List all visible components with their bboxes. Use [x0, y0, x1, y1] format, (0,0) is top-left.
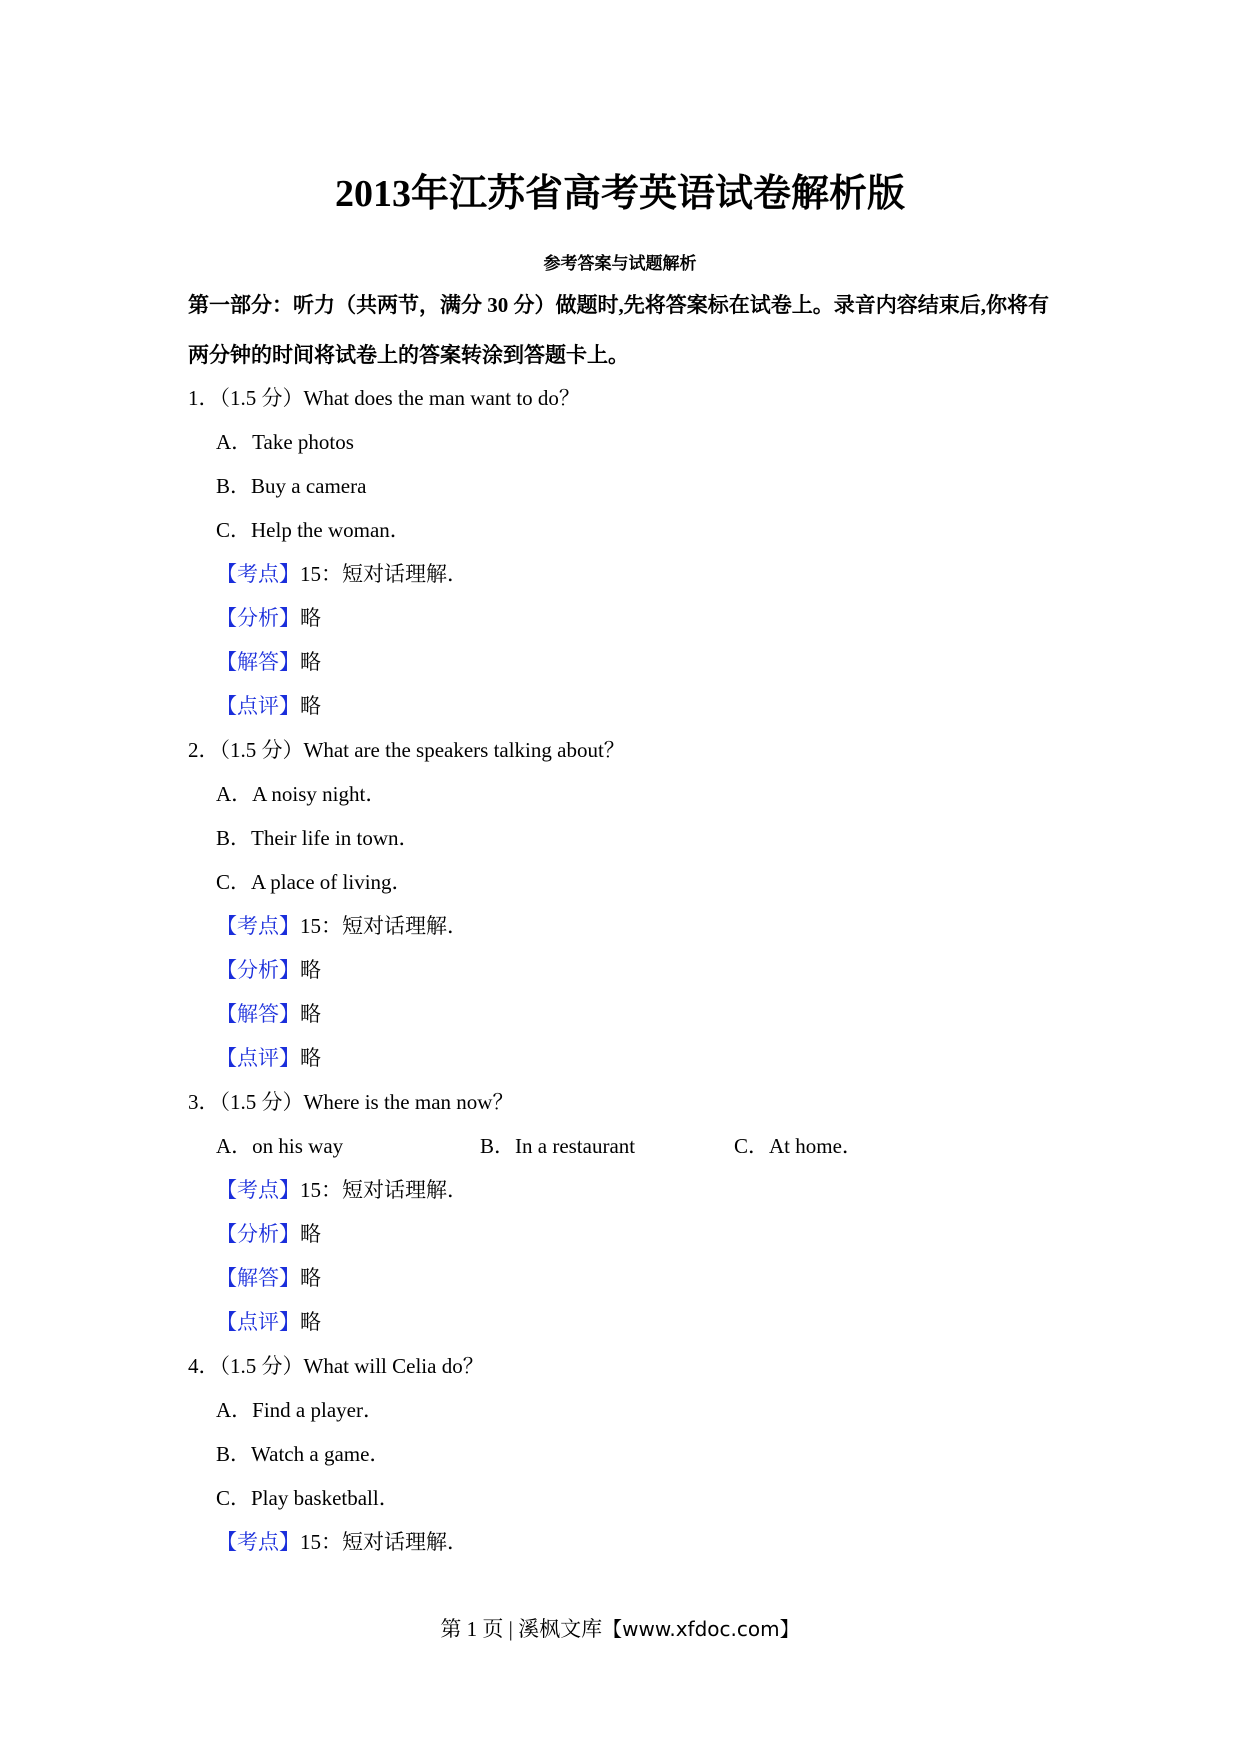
- jieda-text: 略: [300, 650, 321, 674]
- jieda-label: 【解答】: [216, 650, 300, 674]
- fenxi-label: 【分析】: [216, 958, 300, 982]
- section-heading: 第一部分：听力（共两节，满分 30 分）做题时,先将答案标在试卷上。录音内容结束后,你将有两分钟的时间将试卷上的答案转涂到答题卡上。: [188, 293, 1049, 367]
- kaodian-label: 【考点】: [216, 562, 300, 586]
- options-row: [188, 1124, 1068, 1168]
- kaodian-text: 15：短对话理解．: [300, 1178, 468, 1202]
- dianping-label: 【点评】: [216, 1310, 300, 1334]
- option-a: A．Take photos: [216, 430, 354, 454]
- jieda-text: 略: [300, 1266, 321, 1290]
- fenxi-label: 【分析】: [216, 606, 300, 630]
- jieda-row: [188, 992, 1068, 1036]
- dianping-text: 略: [300, 1046, 321, 1070]
- option-b: B．Watch a game．: [216, 1442, 391, 1466]
- footer-site-text: 【www.xfdoc.com】: [602, 1617, 800, 1641]
- fenxi-text: 略: [300, 1222, 321, 1246]
- kaodian-row: [188, 1168, 1068, 1212]
- dianping-row: [188, 684, 1068, 728]
- jieda-row: [188, 640, 1068, 684]
- kaodian-text: 15：短对话理解．: [300, 914, 468, 938]
- page-title: 2013年江苏省高考英语试卷解析版: [334, 173, 905, 215]
- jieda-text: 略: [300, 1002, 321, 1026]
- option-b: B．Buy a camera: [216, 474, 367, 498]
- dianping-text: 略: [300, 694, 321, 718]
- kaodian-row: [188, 904, 1068, 948]
- fenxi-row: [188, 596, 1068, 640]
- question-stem: 4．（1.5 分）What will Celia do？: [188, 1354, 484, 1378]
- fenxi-row: [188, 1212, 1068, 1256]
- question-stem: 3．（1.5 分）Where is the man now？: [188, 1090, 514, 1114]
- dianping-label: 【点评】: [216, 694, 300, 718]
- dianping-text: 略: [300, 1310, 321, 1334]
- dianping-label: 【点评】: [216, 1046, 300, 1070]
- option-b: B．In a restaurant: [480, 1134, 636, 1158]
- jieda-label: 【解答】: [216, 1002, 300, 1026]
- fenxi-label: 【分析】: [216, 1222, 300, 1246]
- option-a: A．A noisy night．: [216, 782, 387, 806]
- jieda-label: 【解答】: [216, 1266, 300, 1290]
- question-stem: 2．（1.5 分）What are the speakers talking about？: [188, 738, 625, 762]
- kaodian-label: 【考点】: [216, 1178, 300, 1202]
- kaodian-label: 【考点】: [216, 914, 300, 938]
- fenxi-row: [188, 948, 1068, 992]
- option-a: A．Find a player．: [216, 1398, 384, 1422]
- jieda-row: [188, 1256, 1068, 1300]
- option-b: B．Their life in town．: [216, 826, 420, 850]
- dianping-row: [188, 1300, 1068, 1344]
- question-stem: 1．（1.5 分）What does the man want to do？: [188, 386, 580, 410]
- question-2: [188, 728, 1068, 1080]
- option-c: C．Play basketball．: [216, 1486, 400, 1510]
- fenxi-text: 略: [300, 606, 321, 630]
- dianping-row: [188, 1036, 1068, 1080]
- page-footer: [0, 1614, 1240, 1644]
- question-4: [188, 1344, 1068, 1564]
- footer-page-text: 第 1 页 | 溪枫文库: [440, 1617, 603, 1641]
- option-a: A．on his way: [216, 1134, 344, 1158]
- kaodian-row: [188, 552, 1068, 596]
- kaodian-row: [188, 1520, 1068, 1564]
- question-list: [188, 376, 1068, 1564]
- kaodian-text: 15：短对话理解．: [300, 1530, 468, 1554]
- kaodian-label: 【考点】: [216, 1530, 300, 1554]
- option-c: C．At home．: [734, 1134, 863, 1158]
- question-3: [188, 1080, 1068, 1344]
- page-subtitle: 参考答案与试题解析: [543, 254, 697, 273]
- question-1: [188, 376, 1068, 728]
- option-c: C．Help the woman．: [216, 518, 411, 542]
- kaodian-text: 15：短对话理解．: [300, 562, 468, 586]
- fenxi-text: 略: [300, 958, 321, 982]
- option-c: C．A place of living．: [216, 870, 413, 894]
